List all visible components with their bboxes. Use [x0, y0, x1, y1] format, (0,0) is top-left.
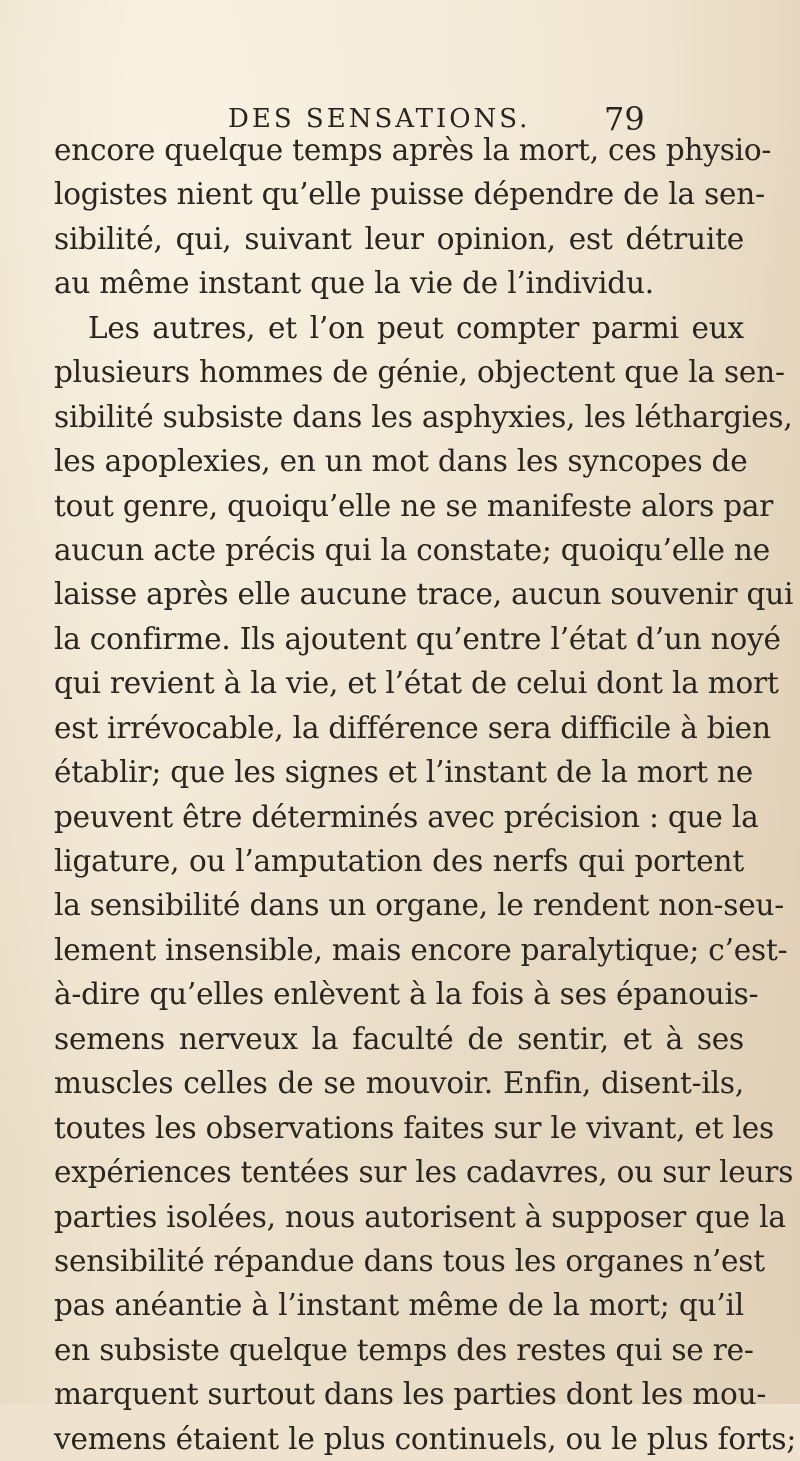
text-line: logistes nient qu’elle puisse dépendre de la sen- [54, 177, 765, 212]
text-line: Les autres, et l’on peut compter parmi eux [88, 310, 744, 345]
text-line: vemens étaient le plus continuels, ou le plus forts; [54, 1421, 797, 1456]
text-line: muscles celles de se mouvoir. Enfin, disent-ils, [54, 1066, 744, 1101]
text-line: marquent surtout dans les parties dont les mou- [54, 1377, 767, 1412]
text-line: laisse après elle aucune trace, aucun souvenir qui [54, 577, 794, 612]
text-line: en subsiste quelque temps des restes qui se re- [54, 1332, 754, 1367]
text-line: tout genre, quoiqu’elle ne se manifeste alors par [54, 488, 774, 523]
text-line: semens nerveux la faculté de sentir, et à ses [54, 1021, 744, 1056]
text-line: aucun acte précis qui la constate; quoiqu’elle ne [54, 532, 770, 567]
body-text [54, 128, 797, 1461]
text-line: sibilité, qui, suivant leur opinion, est détruite [54, 221, 744, 256]
text-line: ligature, ou l’amputation des nerfs qui portent [54, 844, 744, 878]
text-line: encore quelque temps après la mort, ces physio- [54, 133, 772, 167]
text-line: établir; que les signes et l’instant de la mort ne [54, 755, 754, 790]
text-line: au même instant que la vie de l’individu. [54, 266, 654, 301]
text-line: peuvent être déterminés avec précision : que la [54, 799, 759, 834]
text-line: les apoplexies, en un mot dans les syncopes de [54, 444, 748, 479]
text-line: est irrévocable, la différence sera difficile à bien [54, 710, 771, 745]
text-line: toutes les observations faites sur le vivant, et les [54, 1110, 774, 1145]
running-head-title: DES SENSATIONS. [228, 104, 531, 134]
text-line: sibilité subsiste dans les asphyxies, les léthargies, [54, 399, 793, 434]
text-line: à-dire qu’elles enlèvent à la fois à ses épanouis- [54, 977, 759, 1012]
text-line: sensibilité répandue dans tous les organes n’est [54, 1243, 765, 1278]
text-line: la sensibilité dans un organe, le rendent non-seu- [54, 888, 785, 923]
text-line: parties isolées, nous autorisent à supposer que la [54, 1199, 786, 1234]
text-line: lement insensible, mais encore paralytique; c’est- [54, 932, 788, 967]
text-line: qui revient à la vie, et l’état de celui dont la mort [54, 666, 779, 701]
text-line: pas anéantie à l’instant même de la mort; qu’il [54, 1288, 744, 1323]
text-line: plusieurs hommes de génie, objectent que la sen- [54, 355, 785, 390]
text-line: expériences tentées sur les cadavres, ou sur leurs [54, 1155, 794, 1190]
page-number: 79 [604, 100, 645, 138]
text-line: la confirme. Ils ajoutent qu’entre l’état d’un noyé [54, 621, 781, 656]
